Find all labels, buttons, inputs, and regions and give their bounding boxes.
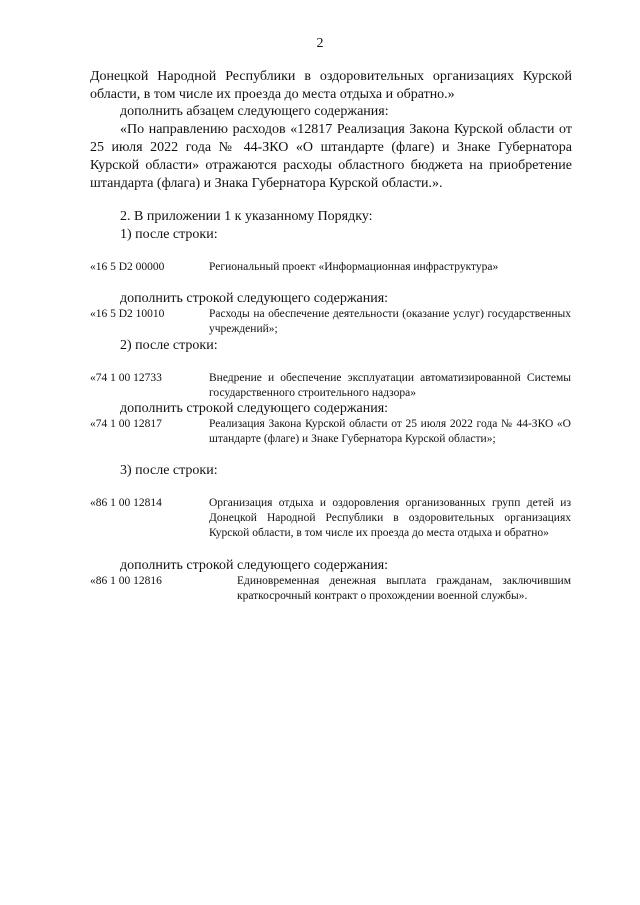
item2-row-text: Внедрение и обеспечение эксплуатации автоматизированной Системы государственного строительного надзора»: [209, 372, 571, 399]
item1-label: 1) после строки:: [120, 227, 218, 242]
item3-new-row-text: Единовременная денежная выплата гражданам, заключившим краткосрочный контракт о прохождении военной службы».: [237, 575, 571, 602]
item2-new-row-code: «74 1 00 12817: [90, 418, 162, 430]
item1-new-row-code: «16 5 D2 10010: [90, 308, 165, 320]
page-number: 2: [316, 36, 324, 51]
item1-row-text: Региональный проект «Информационная инфраструктура»: [209, 261, 499, 273]
intro-paragraph: Донецкой Народной Республики в оздоровительных организациях Курской области, в том числе их проезда до места отдыха и обратно.»: [90, 69, 572, 102]
item3-row-text: Организация отдыха и оздоровления организованных групп детей из Донецкой Народной Республики в оздоровительных организациях Курской области, в том числе их проезда до места отдыха и обратно»: [209, 497, 571, 539]
item3-row-code: «86 1 00 12814: [90, 497, 162, 509]
section2-heading: 2. В приложении 1 к указанному Порядку:: [120, 209, 373, 224]
item2-add-label: дополнить строкой следующего содержания:: [120, 401, 389, 416]
item3-label: 3) после строки:: [120, 463, 218, 478]
item1-new-row-text: Расходы на обеспечение деятельности (оказание услуг) государственных учреждений»;: [209, 308, 571, 335]
item3-add-label: дополнить строкой следующего содержания:: [120, 558, 389, 573]
item3-new-row-code: «86 1 00 12816: [90, 575, 162, 587]
item2-new-row-text: Реализация Закона Курской области от 25 июля 2022 года № 44-ЗКО «О штандарте (флаге) и Знаке Губернатора Курской области»;: [209, 418, 571, 445]
item2-label: 2) после строки:: [120, 338, 218, 353]
item2-row-code: «74 1 00 12733: [90, 372, 162, 384]
add-paragraph-label: дополнить абзацем следующего содержания:: [120, 104, 389, 119]
item1-row-code: «16 5 D2 00000: [90, 261, 165, 273]
item1-add-label: дополнить строкой следующего содержания:: [120, 291, 389, 306]
new-paragraph: «По направлению расходов «12817 Реализация Закона Курской области от 25 июля 2022 года № 44-ЗКО «О штандарте (флаге) и Знаке Губернатора Курской области» отражаются расходы областного бюджета на приобретение штандарта (флага) и Знака Губернатора Курской области.».: [90, 122, 572, 191]
